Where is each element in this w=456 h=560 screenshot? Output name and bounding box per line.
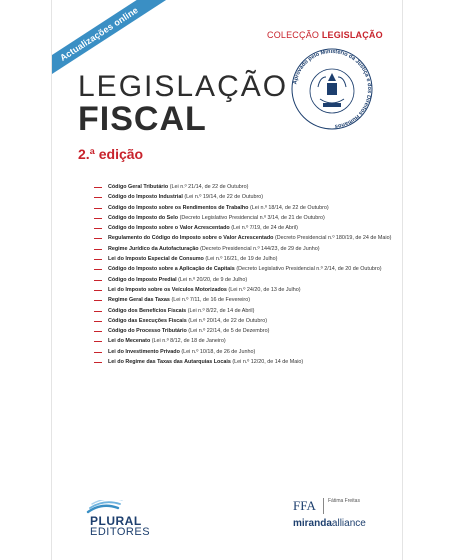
legislation-item-name: Código do Imposto sobre os Rendimentos de Trabalho: [108, 204, 249, 211]
legislation-item: [94, 359, 394, 366]
legislation-item-name: Código do Imposto sobre o Valor Acrescentado: [108, 225, 230, 232]
legislation-item: [94, 349, 394, 356]
legislation-item-reference: (Decreto Legislativo Presidencial n.º 3/14, de 21 de Outubro): [179, 214, 325, 221]
legislation-item: [94, 256, 394, 263]
title-line-2: FISCAL: [78, 100, 207, 138]
legislation-item-reference: (Lei n.º 8/12, de 18 de Janeiro): [151, 338, 226, 345]
legislation-item-reference: (Lei n.º 10/18, de 26 de Junho): [181, 348, 256, 355]
legislation-item: [94, 297, 394, 304]
legislation-item-name: Código Geral Tributário: [108, 184, 169, 190]
legislation-item-reference: (Lei n.º 24/20, de 13 de Julho): [228, 286, 301, 293]
legislation-item-reference: (Lei n.º 8/22, de 14 de Abril): [187, 307, 255, 314]
legislation-item-reference: (Decreto Presidencial n.º 180/19, de 24 de Maio): [274, 235, 392, 242]
legislation-item-reference: (Lei n.º 16/21, de 19 de Julho): [205, 256, 278, 263]
title-line-1: LEGISLAÇÃO: [78, 70, 289, 103]
legislation-item-reference: (Lei n.º 7/11, de 16 de Fevereiro): [171, 297, 251, 304]
legislation-item-reference: (Decreto Presidencial n.º 144/23, de 29 de Junho): [200, 245, 320, 252]
legislation-item: [94, 184, 394, 191]
legislation-item-name: Lei do Imposto sobre os Veículos Motorizados: [108, 286, 227, 293]
legislation-item-reference: (Lei n.º 21/14, de 22 de Outubro): [169, 184, 249, 190]
legislation-item: [94, 225, 394, 232]
legislation-item: [94, 215, 394, 222]
legislation-item-name: Lei do Investimento Privado: [108, 348, 180, 355]
logo-divider: [323, 498, 324, 514]
ffa-firm-name: Fátima Freitas: [328, 498, 360, 504]
legislation-item-reference: (Lei n.º 22/14, de 5 de Dezembro): [188, 328, 270, 335]
legislation-item-name: Código do Imposto sobre a Aplicação de Capitais: [108, 266, 235, 273]
ministry-seal-icon: [290, 47, 374, 131]
legislation-item-reference: (Lei n.º 20/14, de 22 de Outubro): [188, 317, 267, 324]
legislation-item-name: Lei do Mecenato: [108, 338, 151, 345]
legislation-item-reference: (Lei n.º 20/20, de 9 de Julho): [178, 276, 248, 283]
edition-label: 2.ª edição: [78, 146, 144, 162]
legislation-item-reference: (Lei n.º 12/20, de 14 de Maio): [232, 359, 304, 366]
legislation-item-name: Lei do Regime das Taxas das Autarquias Locais: [108, 359, 231, 366]
publisher-subname: EDITORES: [90, 526, 151, 538]
miranda-word: miranda: [293, 518, 332, 529]
legislation-item-name: Lei do Imposto Especial de Consumo: [108, 256, 204, 263]
legislation-item: [94, 205, 394, 212]
legislation-item: [94, 194, 394, 201]
publisher-name: PLURAL: [90, 514, 142, 528]
legislation-item-name: Regime Geral das Taxas: [108, 297, 170, 304]
legislation-item-reference: (Lei n.º 19/14, de 22 de Outubro): [184, 194, 264, 201]
book-cover: [52, 0, 402, 560]
legislation-list: [94, 184, 394, 369]
ffa-logo: FFA: [293, 498, 316, 513]
legislation-item: [94, 318, 394, 325]
alliance-word: alliance: [331, 518, 366, 529]
legislation-item-name: Regime Jurídico da Autofacturação: [108, 245, 199, 252]
legislation-item-name: Código do Processo Tributário: [108, 328, 187, 335]
legislation-item: [94, 328, 394, 335]
legislation-item: [94, 235, 394, 242]
legislation-item: [94, 266, 394, 273]
legislation-item-name: Regulamento do Código do Imposto sobre o Valor Acrescentado: [108, 235, 274, 242]
legislation-item-name: Código do Imposto do Selo: [108, 214, 179, 221]
legislation-item-name: Código do Imposto Predial: [108, 276, 177, 283]
online-updates-ribbon: Actualizações online: [52, 0, 175, 87]
legislation-item: [94, 246, 394, 253]
legislation-item: [94, 277, 394, 284]
legislation-item-reference: (Lei n.º 18/14, de 22 de Outubro): [249, 204, 329, 211]
legislation-item: [94, 338, 394, 345]
legislation-item: [94, 287, 394, 294]
legislation-item: [94, 308, 394, 315]
legislation-item-reference: (Lei n.º 7/19, de 24 de Abril): [231, 225, 298, 232]
collection-label: [267, 30, 383, 40]
legislation-item-name: Código dos Benefícios Fiscais: [108, 307, 187, 314]
collection-name: LEGISLAÇÃO: [321, 30, 383, 40]
miranda-alliance-logo: [293, 518, 366, 529]
seal-text: Aprovado pelo Ministério da Justiça e dos Direitos Humanos: [292, 48, 373, 129]
legislation-item-name: Código do Imposto Industrial: [108, 194, 183, 201]
legislation-item-reference: (Decreto Legislativo Presidencial n.º 2/14, de 20 de Outubro): [236, 266, 382, 273]
collection-prefix: COLECÇÃO: [267, 30, 320, 40]
legislation-item-name: Código das Execuções Fiscais: [108, 317, 187, 324]
